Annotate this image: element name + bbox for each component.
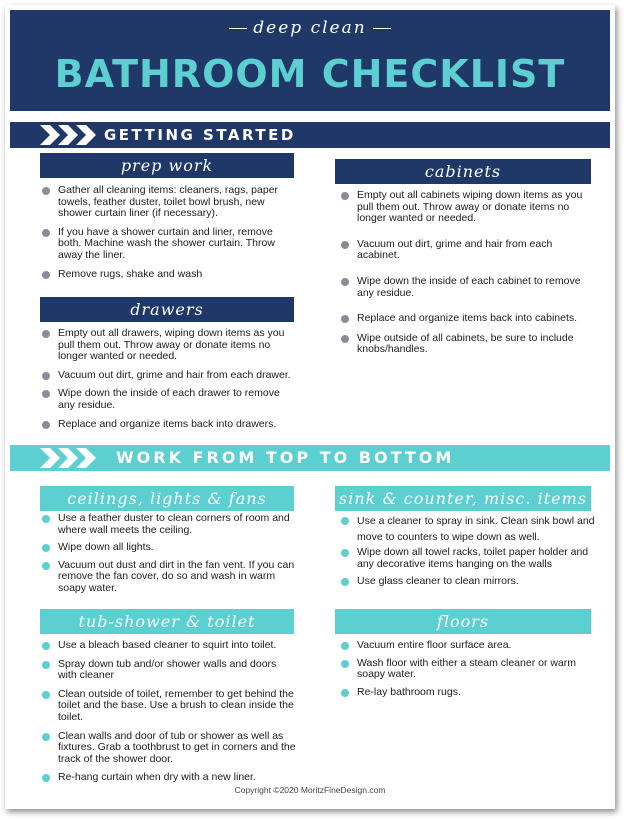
top-to-bottom-band	[10, 445, 610, 471]
bullet-icon	[42, 562, 50, 570]
bullet-icon	[42, 187, 50, 195]
bullet-icon	[42, 229, 50, 237]
bullet-icon	[341, 315, 349, 323]
list-item[interactable]: Wipe down the inside of each cabinet to remove any residue.	[339, 276, 595, 299]
list-item[interactable]: Spray down tub and/or shower walls and doors with cleaner	[40, 659, 296, 682]
list-item[interactable]: Vacuum out dust and dirt in the fan vent. If you can remove the fan cover, do so and wash in warm soapy water.	[40, 560, 296, 595]
bullet-icon	[341, 549, 349, 557]
header-banner	[10, 10, 610, 111]
list-item[interactable]: Wipe down the inside of each drawer to remove any residue.	[40, 388, 296, 411]
bullet-icon	[42, 774, 50, 782]
list-item[interactable]: Wipe outside of all cabinets, be sure to include knobs/handles.	[339, 333, 595, 356]
list-item[interactable]: Empty out all cabinets wiping down items as you pull them out. Throw away or donate items no longer wanted or needed.	[339, 190, 595, 225]
bullet-icon	[42, 661, 50, 669]
prep-work-list	[40, 185, 296, 280]
bullet-icon	[42, 544, 50, 552]
list-item[interactable]: Re-hang curtain when dry with a new liner.	[40, 772, 296, 784]
bullet-icon	[42, 330, 50, 338]
bullet-icon	[341, 689, 349, 697]
list-item[interactable]: Use glass cleaner to clean mirrors.	[339, 576, 595, 588]
ceilings-list	[40, 513, 296, 595]
chevron-arrows-icon	[40, 125, 100, 145]
list-item[interactable]: Gather all cleaning items: cleaners, rags, paper towels, feather duster, toilet bowl brush, new shower curtain liner (if necessary).	[40, 185, 296, 220]
list-item[interactable]: Replace and organize items back into cabinets.	[339, 313, 595, 325]
drawers-heading: drawers	[40, 297, 294, 322]
list-item[interactable]: Replace and organize items back into drawers.	[40, 419, 296, 431]
prep-work-heading: prep work	[40, 153, 294, 178]
list-item[interactable]: Vacuum out dirt, grime and hair from each acabinet.	[339, 239, 595, 262]
list-item[interactable]: Clean walls and door of tub or shower as well as fixtures. Grab a toothbrust to get in corners and the track of the shower door.	[40, 731, 296, 766]
bullet-icon	[341, 642, 349, 650]
floors-list	[339, 640, 595, 698]
list-item[interactable]: Remove rugs, shake and wash	[40, 269, 296, 281]
list-item[interactable]: Re-lay bathroom rugs.	[339, 687, 595, 699]
bullet-icon	[42, 271, 50, 279]
ceilings-heading: ceilings, lights & fans	[40, 486, 294, 511]
top-to-bottom-label: WORK FROM TOP TO BOTTOM	[108, 448, 462, 468]
getting-started-label: GETTING STARTED	[96, 125, 304, 145]
bullet-icon	[341, 335, 349, 343]
bullet-icon	[42, 515, 50, 523]
list-item[interactable]: If you have a shower curtain and liner, remove both. Machine wash the shower curtain. Throw away the liner.	[40, 227, 296, 262]
bullet-icon	[341, 192, 349, 200]
list-item[interactable]: Use a cleaner to spray in sink. Clean sink bowl and move to counters to wipe down as well.	[339, 513, 595, 545]
copyright-footer: Copyright ©2020 MoritzFineDesign.com	[234, 785, 386, 795]
list-item[interactable]: Wash floor with either a steam cleaner or warm soapy water.	[339, 658, 595, 681]
bullet-icon	[341, 578, 349, 586]
tub-shower-list	[40, 640, 296, 784]
bullet-icon	[341, 241, 349, 249]
bullet-icon	[42, 642, 50, 650]
list-item[interactable]: Empty out all drawers, wiping down items as you pull them out. Throw away or donate items no longer wanted or needed.	[40, 328, 296, 363]
checklist-page	[5, 5, 615, 809]
chevron-arrows-icon	[40, 448, 100, 468]
cabinets-heading: cabinets	[335, 159, 591, 184]
bullet-icon	[42, 733, 50, 741]
sink-counter-list	[339, 513, 595, 588]
bullet-icon	[341, 660, 349, 668]
page-title: BATHROOM CHECKLIST	[54, 52, 566, 96]
floors-heading: floors	[335, 609, 591, 634]
cabinets-list	[339, 190, 595, 356]
drawers-list	[40, 328, 296, 430]
bullet-icon	[42, 421, 50, 429]
list-item[interactable]: Use a feather duster to clean corners of room and where wall meets the ceiling.	[40, 513, 296, 536]
header-kicker: deep clean	[10, 18, 610, 38]
list-item[interactable]: Clean outside of toilet, remember to get behind the toilet and the base. Use a brush to clean inside the toilet.	[40, 689, 296, 724]
list-item[interactable]: Vacuum out dirt, grime and hair from each drawer.	[40, 370, 296, 382]
list-item[interactable]: Wipe down all lights.	[40, 542, 296, 554]
list-item[interactable]: Use a bleach based cleaner to squirt into toilet.	[40, 640, 296, 652]
bullet-icon	[42, 691, 50, 699]
bullet-icon	[42, 390, 50, 398]
bullet-icon	[341, 517, 349, 525]
bullet-icon	[341, 278, 349, 286]
list-item[interactable]: Vacuum entire floor surface area.	[339, 640, 595, 652]
bullet-icon	[42, 372, 50, 380]
getting-started-band	[10, 122, 610, 148]
sink-counter-heading: sink & counter, misc. items	[335, 486, 591, 511]
tub-shower-heading: tub-shower & toilet	[40, 609, 294, 634]
list-item[interactable]: Wipe down all towel racks, toilet paper holder and any decorative items hanging on the walls	[339, 547, 595, 570]
